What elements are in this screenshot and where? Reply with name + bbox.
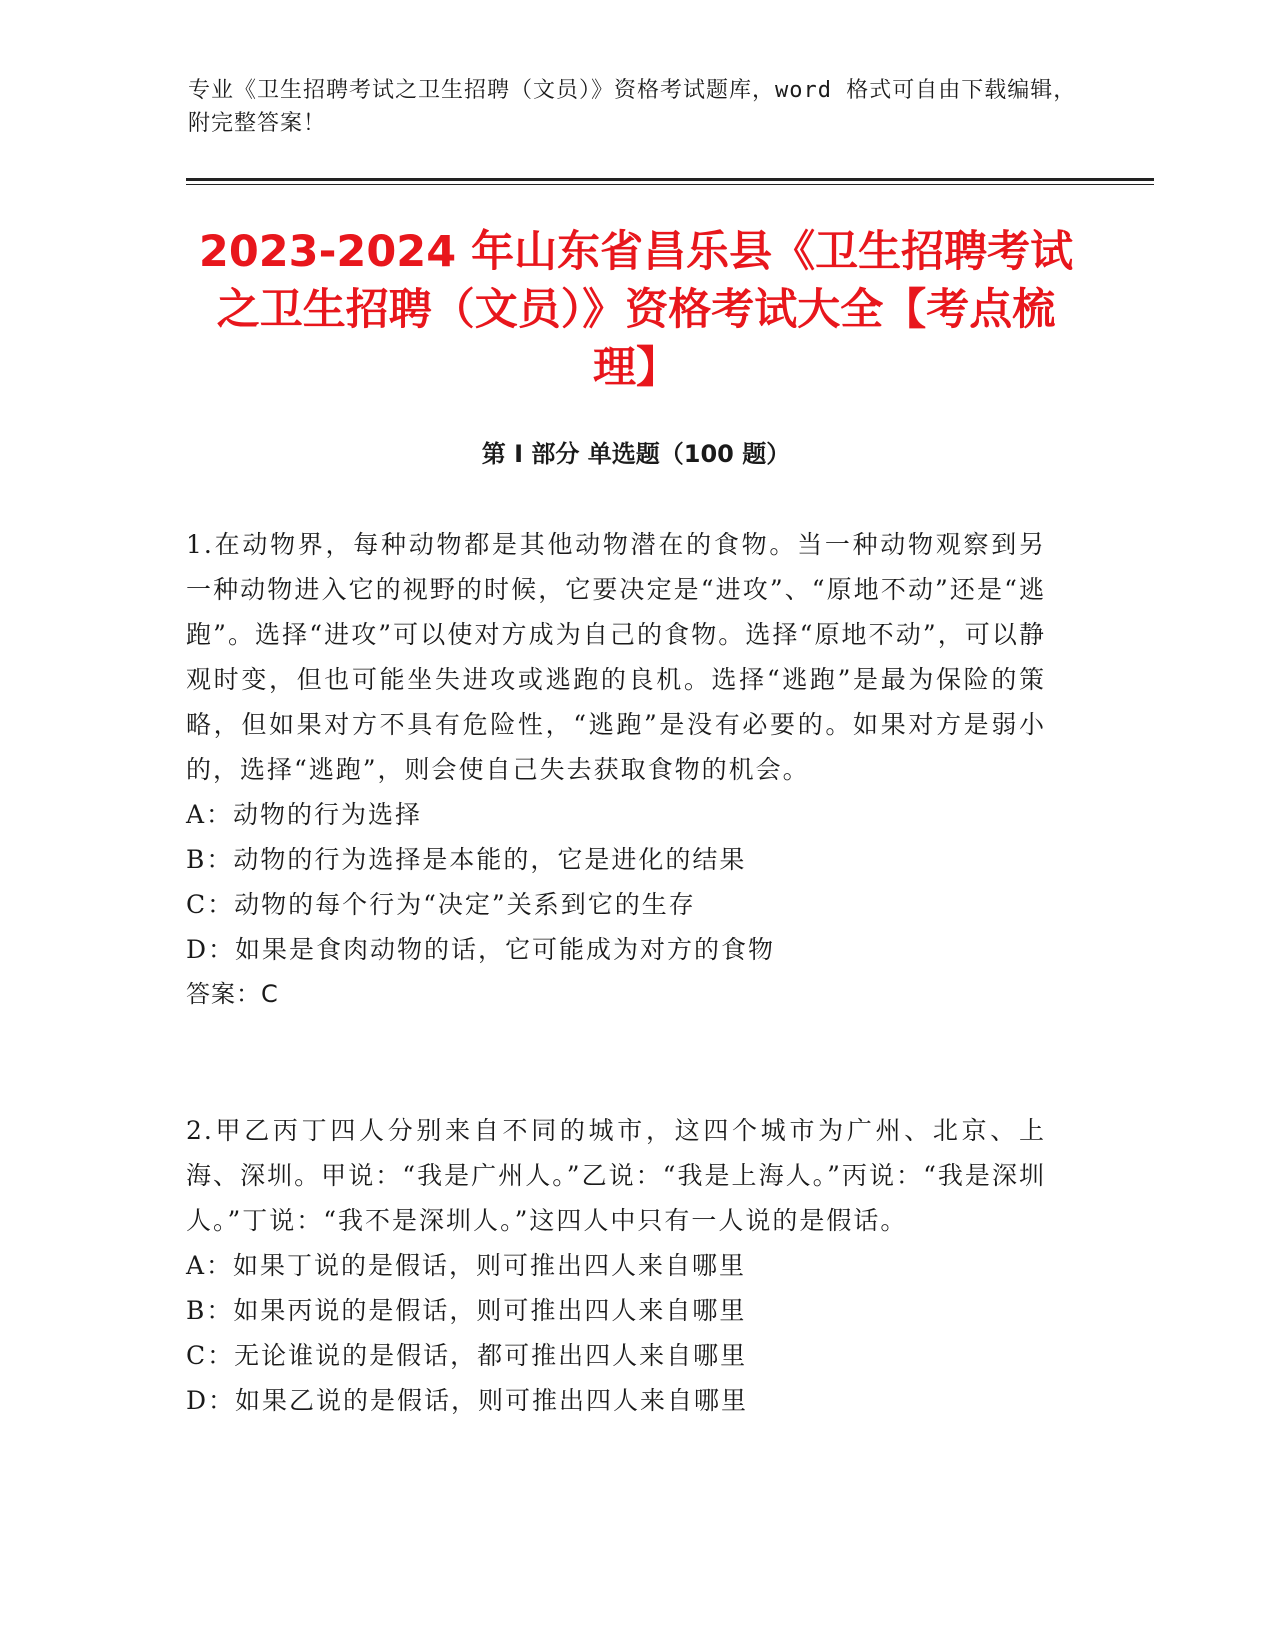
header-divider-thick: [186, 178, 1154, 181]
question-2: [186, 1108, 1046, 1423]
header-divider-thin: [186, 184, 1154, 185]
question-1: [186, 522, 1046, 1017]
section-heading: 第 I 部分 单选题（100 题）: [481, 440, 791, 468]
document-title: 2023-2024 年山东省昌乐县《卫生招聘考试之卫生招聘（文员）》资格考试大全【考点梳理】: [198, 227, 1074, 393]
answer-value: C: [261, 980, 279, 1008]
question-stem: 1.在动物界，每种动物都是其他动物潜在的食物。当一种动物观察到另一种动物进入它的视野的时候，它要决定是“进攻”、“原地不动”还是“逃跑”。选择“进攻”可以使对方成为自己的食物。选择“原地不动”，可以静观时变，但也可能坐失进攻或逃跑的良机。选择“逃跑”是最为保险的策略，但如果对方不具有危险性，“逃跑”是没有必要的。如果对方是弱小的，选择“逃跑”，则会使自己失去获取食物的机会。: [186, 530, 1046, 784]
option-a: A：动物的行为选择: [186, 800, 423, 829]
question-stem: 2.甲乙丙丁四人分别来自不同的城市，这四个城市为广州、北京、上海、深圳。甲说：“我是广州人。”乙说：“我是上海人。”丙说：“我是深圳人。”丁说：“我不是深圳人。”这四人中只有一人说的是假话。: [186, 1116, 1046, 1235]
option-b: B：动物的行为选择是本能的，它是进化的结果: [186, 845, 747, 874]
option-c: C：动物的每个行为“决定”关系到它的生存: [186, 890, 696, 919]
option-b: B：如果丙说的是假话，则可推出四人来自哪里: [186, 1296, 747, 1325]
option-c: C：无论谁说的是假话，都可推出四人来自哪里: [186, 1341, 748, 1370]
answer-line: [186, 972, 1046, 1017]
option-d: D：如果是食肉动物的话，它可能成为对方的食物: [186, 935, 776, 964]
option-d: D：如果乙说的是假话，则可推出四人来自哪里: [186, 1386, 749, 1415]
header-note: 专业《卫生招聘考试之卫生招聘（文员）》资格考试题库，word 格式可自由下载编辑，附完整答案！: [188, 78, 1077, 136]
answer-label: 答案：: [186, 980, 261, 1008]
option-a: A：如果丁说的是假话，则可推出四人来自哪里: [186, 1251, 747, 1280]
